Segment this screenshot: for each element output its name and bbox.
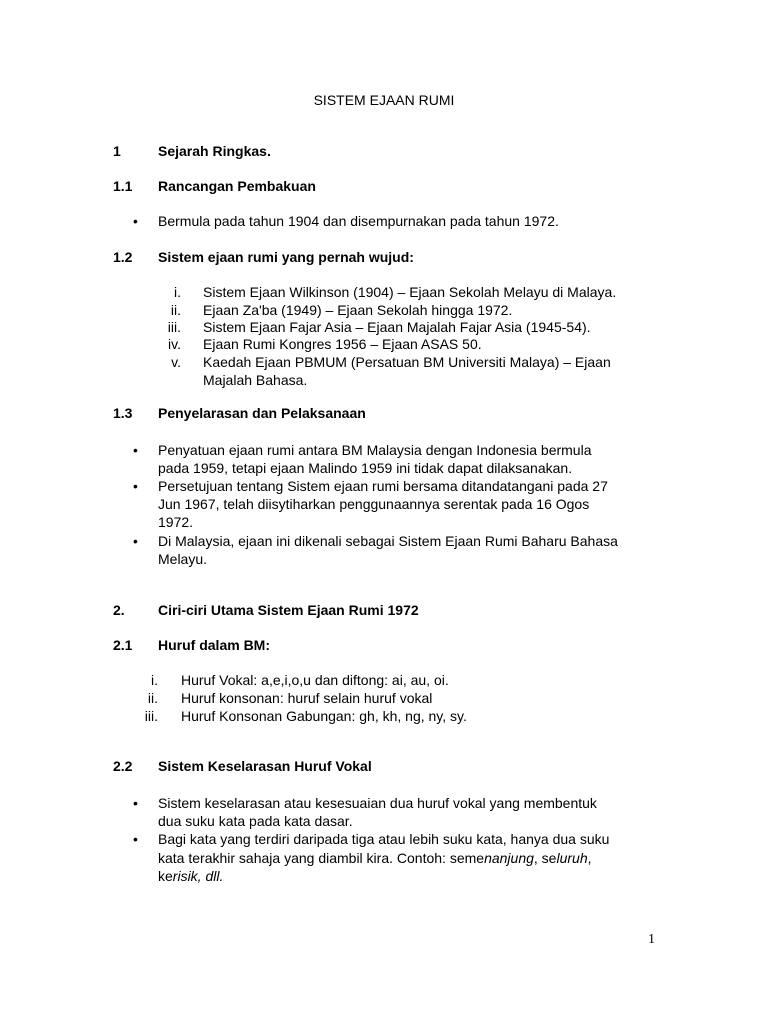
section-2-2-heading (113, 758, 372, 774)
section-2-heading (113, 602, 419, 618)
list-number: ii. (147, 690, 158, 706)
section-1-3-heading (113, 405, 366, 421)
list-number: v. (171, 354, 181, 370)
bullet-dot: • (133, 533, 138, 549)
bullet-dot: • (133, 795, 138, 811)
section-label: Sistem ejaan rumi yang pernah wujud: (158, 249, 414, 265)
bullet-text: Penyatuan ejaan rumi antara BM Malaysia dengan Indonesia bermula (158, 442, 592, 458)
section-number: 1 (113, 143, 121, 159)
text-run: , (587, 850, 592, 866)
list-item-continued: Majalah Bahasa. (203, 372, 308, 388)
bullet-text: pada 1959, tetapi ejaan Malindo 1959 ini tidak dapat dilaksanakan. (158, 460, 573, 476)
section-2-1-heading (113, 637, 270, 653)
section-label: Rancangan Pembakuan (158, 178, 316, 194)
section-number: 2.1 (113, 637, 133, 653)
section-label: Penyelarasan dan Pelaksanaan (158, 405, 366, 421)
section-1-2-heading (113, 249, 414, 265)
bullet-dot: • (133, 831, 138, 847)
bullet-text (158, 867, 223, 885)
list-item: Sistem Ejaan Wilkinson (1904) – Ejaan Sekolah Melayu di Malaya. (203, 284, 617, 300)
example-word: luruh (556, 850, 588, 866)
bullet-text: Sistem keselarasan atau kesesuaian dua huruf vokal yang membentuk (158, 795, 597, 811)
bullet-text: 1972. (158, 514, 194, 530)
section-label: Huruf dalam BM: (158, 637, 270, 653)
bullet-dot: • (133, 213, 138, 229)
bullet-dot: • (133, 478, 138, 494)
list-item: Huruf konsonan: huruf selain huruf vokal (181, 690, 433, 706)
section-1-1-heading (113, 178, 316, 194)
section-number: 1.3 (113, 405, 133, 421)
section-number: 1.1 (113, 178, 133, 194)
section-number: 1.2 (113, 249, 133, 265)
bullet-text: Jun 1967, telah diisytiharkan penggunaannya serentak pada 16 Ogos (158, 496, 590, 512)
section-label: Ciri-ciri Utama Sistem Ejaan Rumi 1972 (158, 602, 419, 618)
section-label: Sistem Keselarasan Huruf Vokal (158, 758, 372, 774)
bullet-dot: • (133, 442, 138, 458)
example-word: nanjung (484, 850, 534, 866)
example-word: risik, dll. (172, 868, 224, 884)
list-number: iii. (144, 708, 158, 724)
list-item: Huruf Vokal: a,e,i,o,u dan diftong: ai, au, oi. (181, 672, 449, 688)
text-run: , se (533, 850, 557, 866)
list-number: ii. (170, 302, 181, 318)
section-number: 2. (113, 602, 125, 618)
bullet-text (158, 849, 592, 867)
bullet-text: Di Malaysia, ejaan ini dikenali sebagai Sistem Ejaan Rumi Baharu Bahasa (158, 533, 618, 549)
list-number: i. (151, 672, 158, 688)
bullet-text: dua suku kata pada kata dasar. (158, 813, 353, 829)
list-item: Ejaan Za'ba (1949) – Ejaan Sekolah hingga 1972. (203, 302, 513, 318)
list-number: iv. (168, 336, 181, 352)
bullet-text: Bagi kata yang terdiri daripada tiga atau lebih suku kata, hanya dua suku (158, 831, 610, 847)
section-number: 2.2 (113, 758, 133, 774)
section-1-heading (113, 143, 271, 159)
page-title: SISTEM EJAAN RUMI (313, 92, 455, 108)
list-item: Sistem Ejaan Fajar Asia – Ejaan Majalah Fajar Asia (1945-54). (203, 319, 591, 335)
page-number: 1 (648, 932, 655, 947)
text-run: kata terakhir sahaja yang diambil kira. Contoh: seme (158, 850, 485, 866)
text-run: ke (158, 868, 173, 884)
bullet-text: Bermula pada tahun 1904 dan disempurnakan pada tahun 1972. (158, 213, 559, 229)
list-item: Ejaan Rumi Kongres 1956 – Ejaan ASAS 50. (203, 336, 482, 352)
list-number: iii. (167, 319, 181, 335)
bullet-text: Persetujuan tentang Sistem ejaan rumi bersama ditandatangani pada 27 (158, 478, 608, 494)
list-item: Huruf Konsonan Gabungan: gh, kh, ng, ny, sy. (181, 708, 467, 724)
bullet-text: Melayu. (158, 551, 208, 567)
list-number: i. (174, 284, 181, 300)
section-label: Sejarah Ringkas. (158, 143, 271, 159)
list-item: Kaedah Ejaan PBMUM (Persatuan BM Universiti Malaya) – Ejaan (203, 354, 611, 370)
